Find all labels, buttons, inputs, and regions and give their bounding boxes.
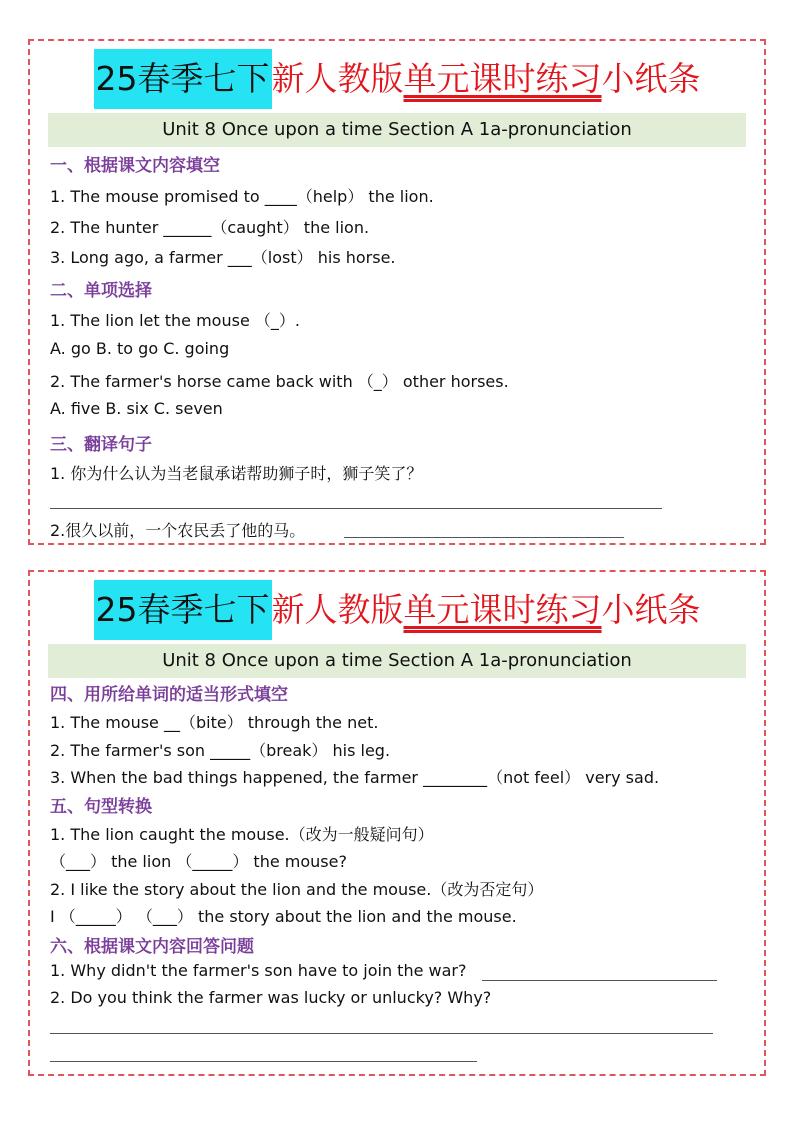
question-line: 1. The mouse promised to ____（help） the lion. (50, 187, 434, 206)
answer-line (50, 508, 662, 509)
answer-line (482, 980, 717, 981)
section-heading: 一、根据课文内容填空 (50, 156, 220, 176)
worksheet-card-2 (28, 570, 766, 1076)
question-line: 2. The farmer's horse came back with （_） other horses. (50, 372, 509, 391)
question-line: 2. The hunter ______（caught） the lion. (50, 218, 370, 237)
options-line: A. five B. six C. seven (50, 399, 223, 418)
question-line: 3. When the bad things happened, the farmer ________（not feel） very sad. (50, 768, 660, 787)
card-title (30, 580, 764, 640)
title-practice: 单元课时练习 (403, 59, 602, 98)
section-heading: 四、用所给单词的适当形式填空 (50, 685, 288, 705)
question-line: 2. I like the story about the lion and the mouse.（改为否定句） (50, 880, 544, 899)
unit-subtitle: Unit 8 Once upon a time Section A 1a-pronunciation (48, 113, 746, 147)
question-line: 1. The lion caught the mouse.（改为一般疑问句） (50, 825, 434, 844)
question-line: 3. Long ago, a farmer ___（lost） his horse. (50, 248, 396, 267)
question-line: 1. The mouse __（bite） through the net. (50, 713, 379, 732)
unit-subtitle: Unit 8 Once upon a time Section A 1a-pronunciation (48, 644, 746, 678)
question-line: （___） the lion （_____） the mouse? (50, 852, 347, 871)
section-heading: 二、单项选择 (50, 281, 152, 301)
question-line: 2.很久以前，一个农民丢了他的马。 (50, 521, 306, 540)
title-highlight: 25春季七下 (94, 580, 272, 640)
answer-line (50, 1033, 713, 1034)
worksheet-card-1 (28, 39, 766, 545)
answer-line (50, 1061, 477, 1062)
question-line: 2. The farmer's son _____（break） his leg. (50, 741, 391, 760)
section-heading: 五、句型转换 (50, 797, 152, 817)
title-edition: 新人教版 (271, 59, 404, 98)
question-line: I （_____） （___） the story about the lion and the mouse. (50, 907, 517, 926)
section-heading: 三、翻译句子 (50, 435, 152, 455)
card-title (30, 49, 764, 109)
answer-line (344, 537, 624, 538)
title-practice: 单元课时练习 (403, 590, 602, 629)
question-line: 2. Do you think the farmer was lucky or unlucky? Why? (50, 988, 492, 1007)
title-suffix: 小纸条 (601, 59, 701, 98)
title-suffix: 小纸条 (601, 590, 701, 629)
title-edition: 新人教版 (271, 590, 404, 629)
question-line: 1. 你为什么认为当老鼠承诺帮助狮子时，狮子笑了？ (50, 464, 423, 483)
options-line: A. go B. to go C. going (50, 339, 230, 358)
question-line: 1. The lion let the mouse （_）. (50, 311, 300, 330)
title-highlight: 25春季七下 (94, 49, 272, 109)
section-heading: 六、根据课文内容回答问题 (50, 937, 254, 957)
question-line: 1. Why didn't the farmer's son have to join the war? (50, 961, 467, 980)
